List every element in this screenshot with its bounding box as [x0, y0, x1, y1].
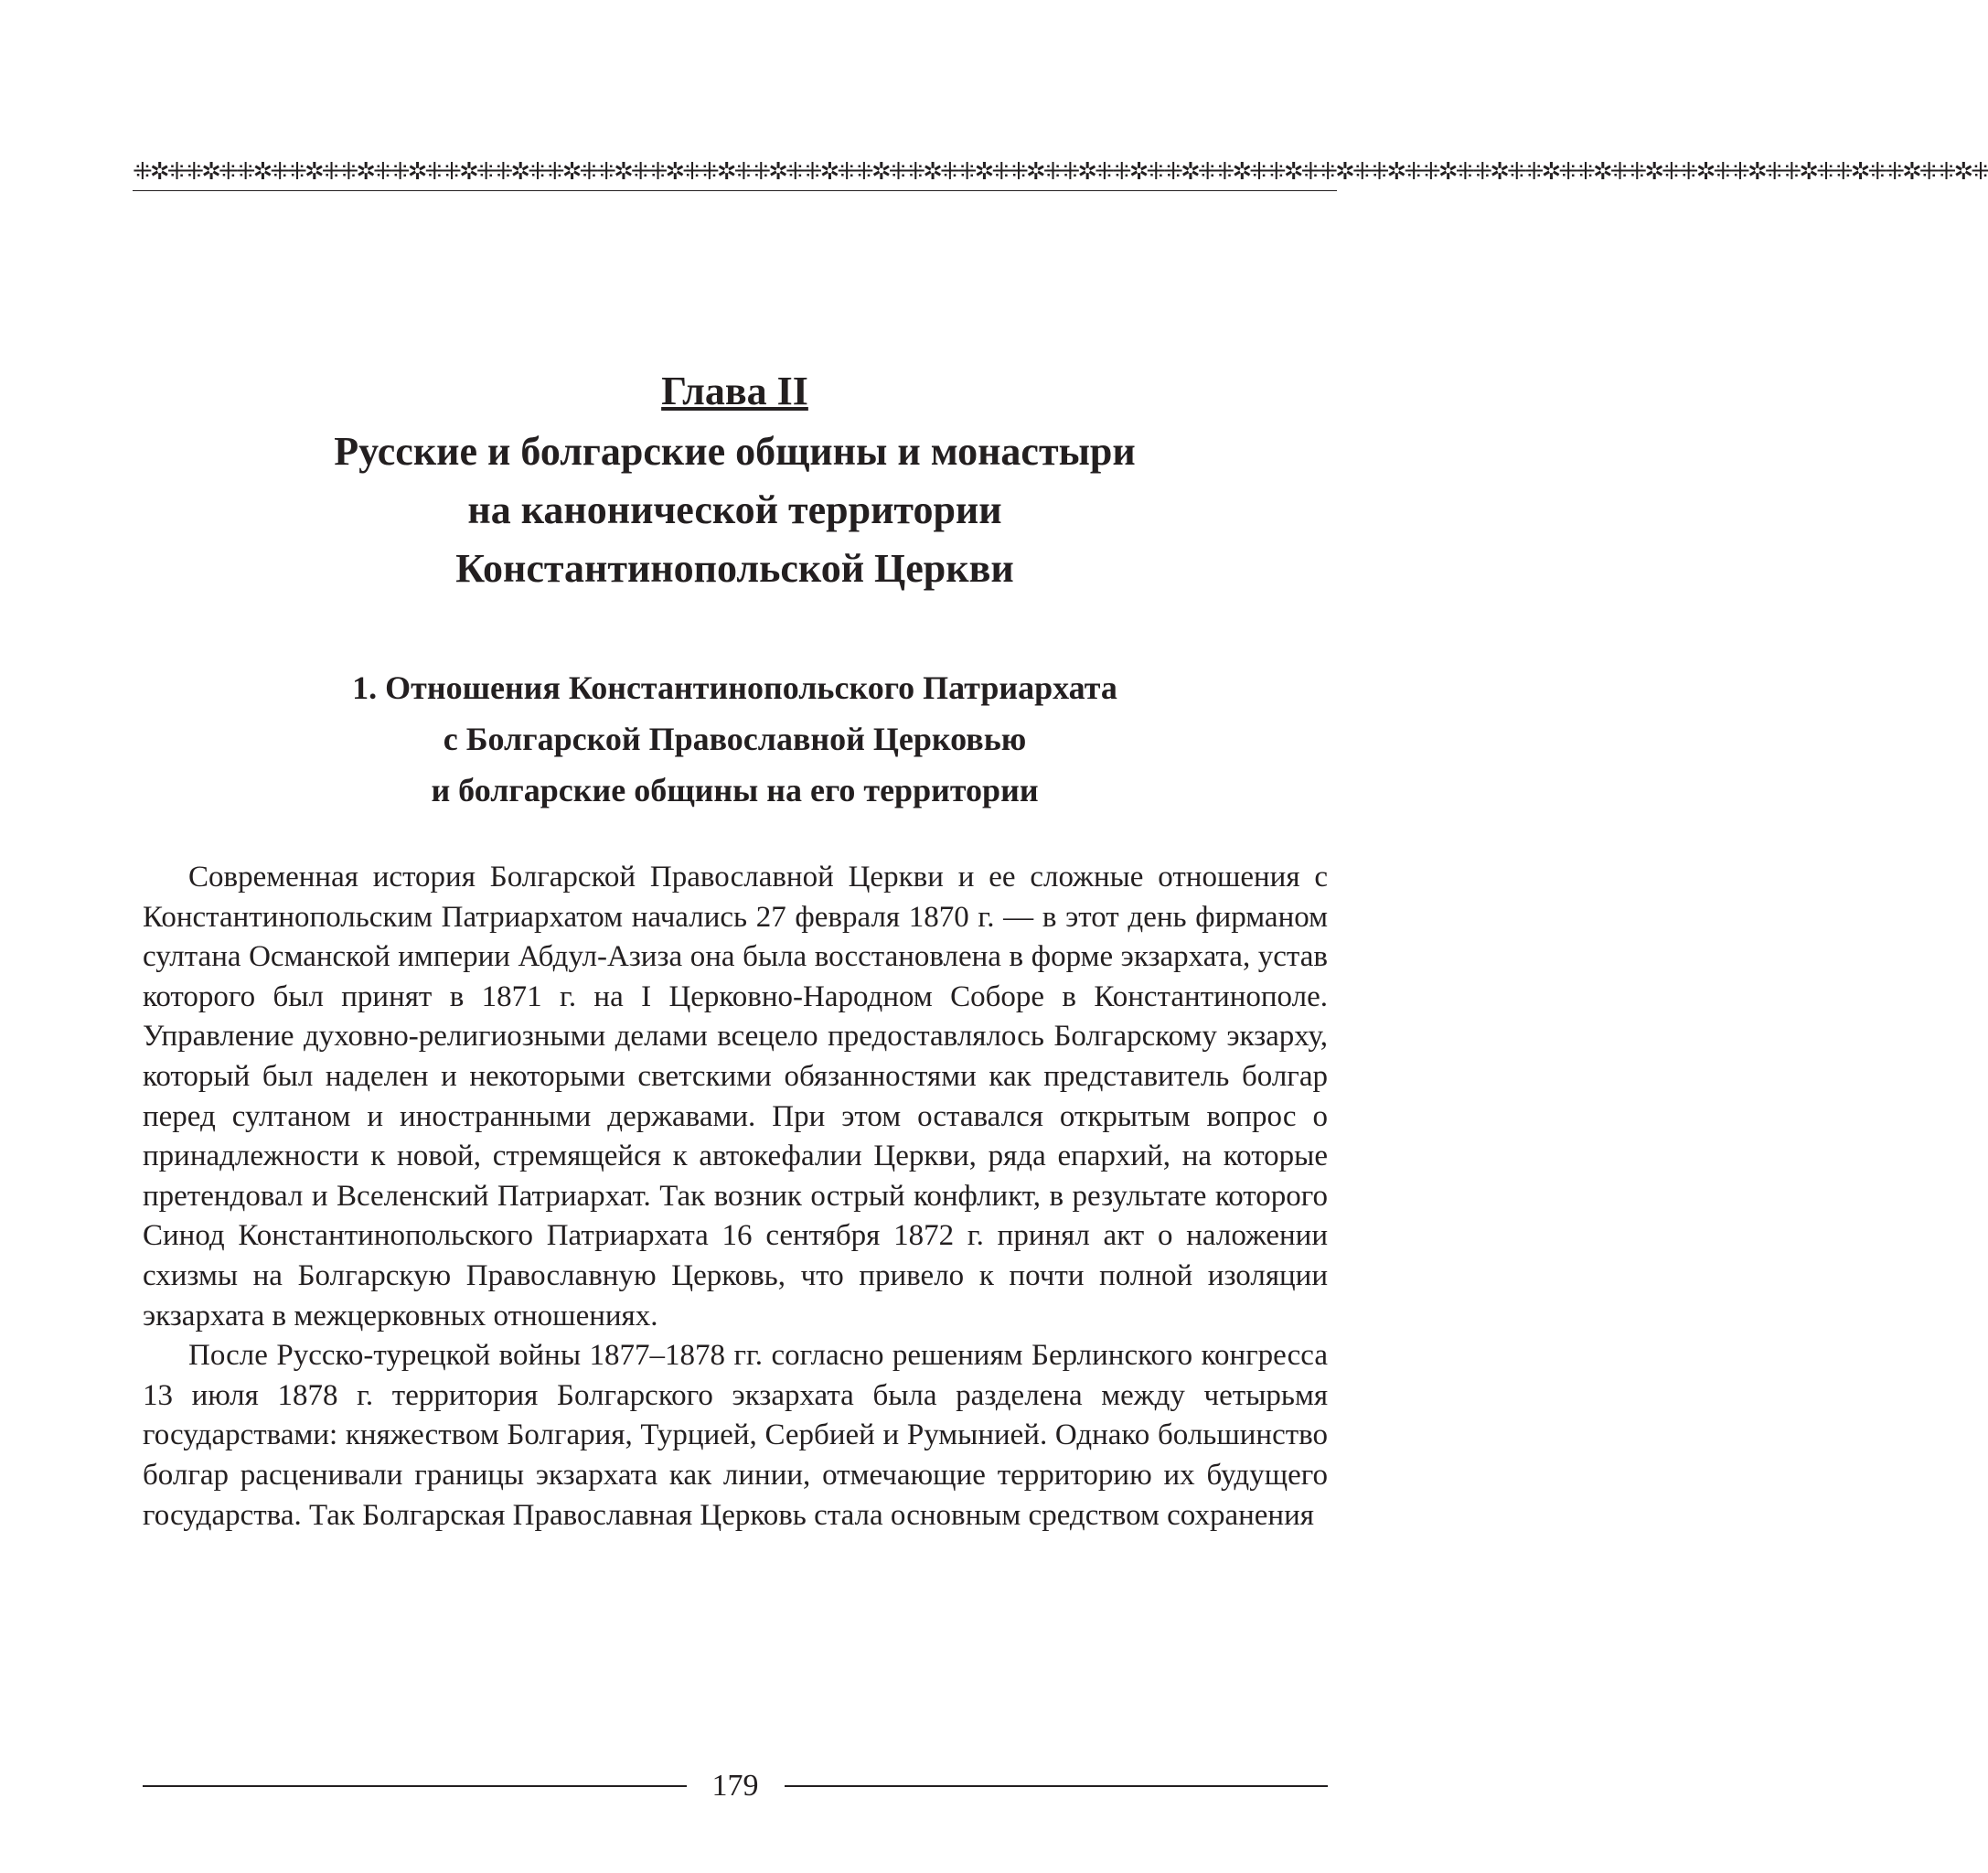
folk-cross-stitch-ornament-icon: ⁜✲⁜ — [751, 158, 803, 186]
folk-cross-stitch-ornament-icon: ⁜✲⁜ — [338, 158, 390, 186]
folk-cross-stitch-ornament-icon: ⁜✲⁜ — [596, 158, 648, 186]
footer-rule-right — [785, 1785, 1329, 1787]
folk-cross-stitch-ornament-icon: ⁜✲⁜ — [699, 158, 752, 186]
page-number: 179 — [711, 1769, 759, 1803]
folk-cross-stitch-ornament-icon: ⁜✲⁜ — [802, 158, 855, 186]
folk-cross-stitch-ornament-icon: ⁜✲⁜ — [1833, 158, 1886, 186]
folk-cross-stitch-ornament-icon: ⁜✲⁜ — [1678, 158, 1731, 186]
folk-cross-stitch-ornament-icon: ⁜✲⁜ — [1627, 158, 1679, 186]
paragraph: Современная история Болгарской Православной Церкви и ее сложные отношения с Константинопольским Патриархатом начались 27 февраля 1870 г. — в этот день фирманом султана Османской империи Абдул-Азиза она была восстановлена в форме экзархата, устав которого был принят в 1871 г. на I Церковно-Народном Соборе в Константинополе. Управление духовно-религиозными делами всецело предоставлялось Болгарскому экзарху, который был наделен и некоторыми светскими обязанностями как представитель болгар перед султаном и иностранными державами. При этом оставался открытым вопрос о принадлежности к новой, стремящейся к автокефалии Церкви, ряда епархий, на которые претендовал и Вселенский Патриархат. Так возник острый конфликт, в результате которого Синод Константинопольского Патриархата 16 сентября 1872 г. принял акт о наложении схизмы на Болгарскую Православную Церковь, что привело к почти полной изоляции экзархата в межцерковных отношениях. — [143, 861, 1328, 1333]
folk-cross-stitch-ornament-icon: ⁜✲⁜ — [1472, 158, 1524, 186]
folk-cross-stitch-ornament-icon: ⁜✲⁜ — [1318, 158, 1370, 186]
folk-cross-stitch-ornament-icon: ⁜✲⁜ — [957, 158, 1010, 186]
folk-cross-stitch-ornament-icon: ⁜✲⁜ — [1369, 158, 1421, 186]
folk-cross-stitch-ornament-icon: ⁜✲⁜ — [1111, 158, 1164, 186]
chapter-label: Глава II — [661, 369, 808, 413]
section-title-line: и болгарские общины на его территории — [431, 772, 1039, 808]
folk-cross-stitch-ornament-icon: ⁜✲⁜ — [133, 158, 185, 186]
folk-cross-stitch-ornament-icon: ⁜✲⁜ — [1420, 158, 1473, 186]
folk-cross-stitch-ornament-icon: ⁜✲⁜ — [442, 158, 494, 186]
folk-cross-stitch-ornament-icon: ⁜✲⁜ — [1730, 158, 1782, 186]
folk-cross-stitch-ornament-icon: ⁜✲⁜ — [647, 158, 700, 186]
folk-cross-stitch-ornament-icon: ⁜✲⁜ — [1060, 158, 1112, 186]
folk-cross-stitch-ornament-icon: ⁜✲⁜ — [1266, 158, 1319, 186]
footer-rule-left — [143, 1785, 687, 1787]
folk-cross-stitch-ornament-icon: ⁜✲⁜ — [1576, 158, 1628, 186]
folk-cross-stitch-ornament-icon: ⁜✲⁜ — [1523, 158, 1577, 186]
section-title — [133, 662, 1337, 816]
folk-cross-stitch-ornament-icon: ⁜✲⁜ — [1936, 158, 1988, 186]
folk-cross-stitch-ornament-icon: ⁜✲⁜ — [1781, 158, 1833, 186]
chapter-title — [133, 423, 1337, 598]
folk-cross-stitch-ornament-icon: ⁜✲⁜ — [184, 158, 236, 186]
section-title-line: с Болгарской Православной Церковью — [443, 721, 1027, 757]
folk-cross-stitch-ornament-icon: ⁜✲⁜ — [235, 158, 288, 186]
paragraph: После Русско-турецкой войны 1877–1878 гг. согласно решениям Берлинского конгресса 13 июля 1878 г. территория Болгарского экзархата была разделена между четырьмя государствами: княжеством Болгария, Турцией, Сербией и Румынией. Однако большинство болгар расценивали границы экзархата как линии, отмечающие территорию их будущего государства. Так Болгарская Православная Церковь стала основным средством сохранения — [143, 1339, 1328, 1532]
folk-cross-stitch-ornament-icon: ⁜✲⁜ — [493, 158, 545, 186]
section-title-line: 1. Отношения Константинопольского Патриархата — [352, 669, 1117, 706]
chapter-title-line: Русские и болгарские общины и монастыри — [334, 429, 1136, 474]
body-text — [143, 858, 1328, 1536]
chapter-title-line: Константинопольской Церкви — [455, 546, 1014, 591]
folk-cross-stitch-ornament-icon: ⁜✲⁜ — [1009, 158, 1061, 186]
folk-cross-stitch-ornament-icon: ⁜✲⁜ — [544, 158, 597, 186]
folk-cross-stitch-ornament-icon: ⁜✲⁜ — [287, 158, 339, 186]
page-footer — [143, 1766, 1328, 1806]
folk-cross-stitch-ornament-icon: ⁜✲⁜ — [1214, 158, 1267, 186]
folk-cross-stitch-ornament-icon: ⁜✲⁜ — [390, 158, 443, 186]
ornament-border — [133, 154, 1988, 191]
folk-cross-stitch-ornament-icon: ⁜✲⁜ — [854, 158, 906, 186]
chapter-title-line: на канонической территории — [467, 487, 1002, 532]
folk-cross-stitch-ornament-icon: ⁜✲⁜ — [1163, 158, 1215, 186]
folk-cross-stitch-ornament-icon: ⁜✲⁜ — [905, 158, 957, 186]
folk-cross-stitch-ornament-icon: ⁜✲⁜ — [1885, 158, 1937, 186]
